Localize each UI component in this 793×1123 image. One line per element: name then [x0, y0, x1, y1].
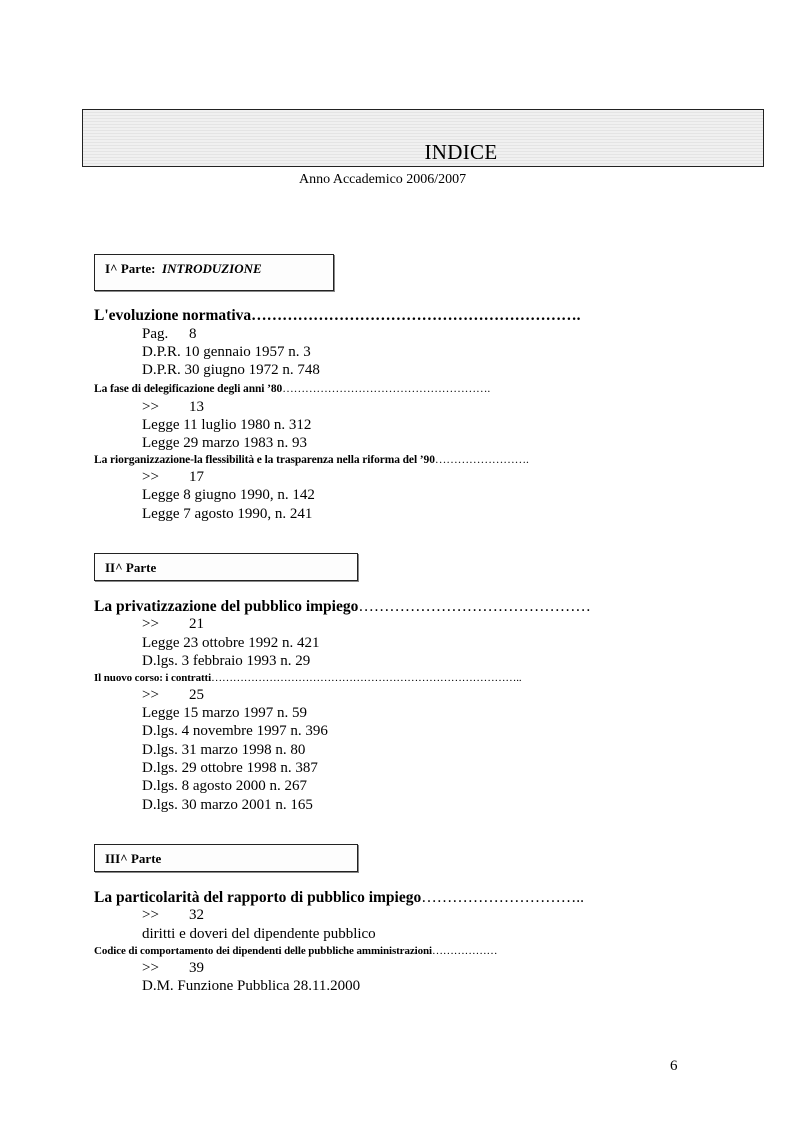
chapter-title-text: L'evoluzione normativa: [94, 307, 252, 324]
leader-dots: ……………………………………………………….: [251, 307, 581, 324]
chapter-title[interactable]: [94, 383, 490, 395]
page-ref: [142, 687, 204, 704]
leader-dots: ………………: [431, 945, 498, 957]
page-number: 32: [189, 907, 204, 923]
law-reference: Legge 11 luglio 1980 n. 312: [142, 417, 312, 433]
page-ref: [142, 907, 204, 924]
law-reference: Legge 7 agosto 1990, n. 241: [142, 506, 313, 522]
part-1-label: I^ Parte:: [105, 261, 156, 276]
part-2-label: II^ Parte: [105, 560, 157, 575]
part-2-box: [94, 553, 358, 581]
leader-dots: …………………………………………………………………………..: [211, 672, 522, 684]
part-3-label: III^ Parte: [105, 851, 162, 866]
index-header-box: [82, 109, 764, 167]
law-reference: D.P.R. 30 giugno 1972 n. 748: [142, 362, 320, 378]
part-1-box: [94, 254, 334, 291]
page-number: 21: [189, 616, 204, 632]
law-reference: Legge 15 marzo 1997 n. 59: [142, 705, 307, 721]
page-prefix: >>: [142, 399, 159, 415]
part-1-title: INTRODUZIONE: [162, 261, 262, 276]
chapter-title-text: La fase di delegificazione degli anni ’80: [94, 383, 283, 395]
chapter-title-text: Codice di comportamento dei dipendenti delle pubbliche amministrazioni: [94, 945, 432, 957]
page-prefix: >>: [142, 907, 159, 923]
part-3-box: [94, 844, 358, 872]
law-reference: D.lgs. 8 agosto 2000 n. 267: [142, 778, 307, 794]
law-reference: D.M. Funzione Pubblica 28.11.2000: [142, 978, 361, 994]
chapter-title[interactable]: [94, 889, 584, 907]
page-prefix: >>: [142, 616, 159, 632]
law-reference: Legge 29 marzo 1983 n. 93: [142, 435, 307, 451]
law-reference: D.lgs. 4 novembre 1997 n. 396: [142, 723, 328, 739]
law-reference: Legge 23 ottobre 1992 n. 421: [142, 635, 320, 651]
page-number: 39: [189, 960, 204, 976]
chapter-title-text: La privatizzazione del pubblico impiego: [94, 598, 359, 615]
page-ref: [142, 960, 204, 977]
chapter-title[interactable]: [94, 945, 497, 957]
chapter-title-text: La riorganizzazione-la flessibilità e la trasparenza nella riforma del ’90: [94, 454, 435, 466]
law-reference: Legge 8 giugno 1990, n. 142: [142, 487, 315, 503]
page-prefix: >>: [142, 687, 159, 703]
law-reference: D.lgs. 30 marzo 2001 n. 165: [142, 797, 313, 813]
law-reference: D.P.R. 10 gennaio 1957 n. 3: [142, 344, 311, 360]
leader-dots: …………………………..: [421, 889, 584, 906]
page-number: 13: [189, 399, 204, 415]
page-number: 8: [189, 326, 197, 342]
page-title: INDICE: [424, 140, 498, 164]
chapter-title-text: Il nuovo corso: i contratti: [94, 672, 212, 684]
academic-year: Anno Accademico 2006/2007: [299, 172, 467, 187]
page-ref: [142, 616, 204, 633]
page-prefix: >>: [142, 960, 159, 976]
chapter-title-text: La particolarità del rapporto di pubblico impiego: [94, 889, 422, 906]
page-ref: [142, 326, 197, 343]
law-reference: D.lgs. 31 marzo 1998 n. 80: [142, 742, 306, 758]
law-reference: D.lgs. 3 febbraio 1993 n. 29: [142, 653, 311, 669]
leader-dots: …………………….: [434, 454, 529, 466]
law-reference: diritti e doveri del dipendente pubblico: [142, 926, 376, 942]
page-number: 17: [189, 469, 204, 485]
chapter-title[interactable]: [94, 672, 522, 684]
page-ref: [142, 399, 204, 416]
page-ref: [142, 469, 204, 486]
chapter-title[interactable]: [94, 454, 529, 466]
page-number: 25: [189, 687, 204, 703]
page-prefix: >>: [142, 469, 159, 485]
page-prefix: Pag.: [142, 326, 169, 342]
chapter-title[interactable]: [94, 307, 581, 325]
leader-dots: ………………………………………: [358, 598, 591, 615]
law-reference: D.lgs. 29 ottobre 1998 n. 387: [142, 760, 318, 776]
leader-dots: ……………………………………………….: [282, 383, 491, 395]
page-number-footer: 6: [670, 1058, 678, 1074]
chapter-title[interactable]: [94, 598, 591, 616]
